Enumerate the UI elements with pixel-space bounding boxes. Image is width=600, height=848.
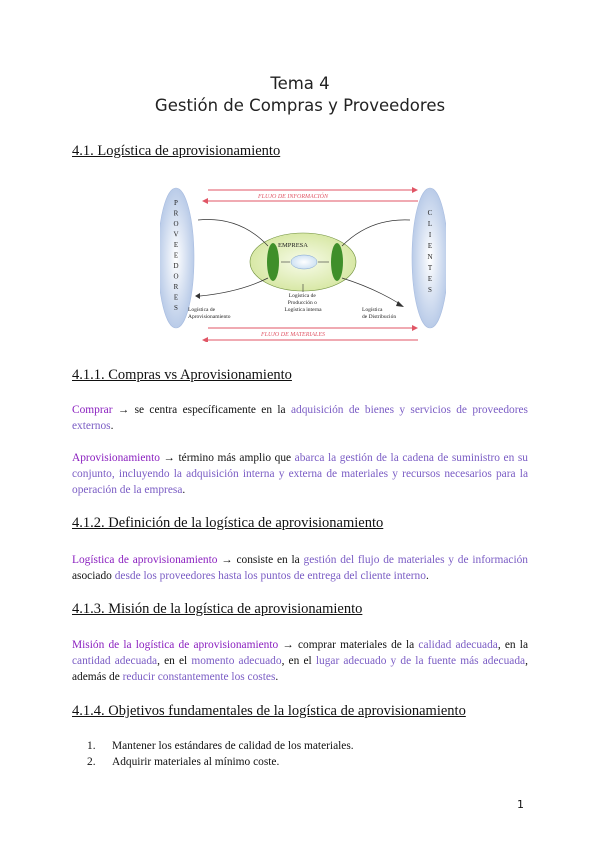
ellipse-letter: E [427, 242, 433, 250]
ellipse-letter: P [174, 199, 178, 207]
ellipse-letter: E [427, 275, 433, 283]
company-right-oval [331, 243, 343, 281]
term-aprovisionamiento: Aprovisionamiento [72, 452, 160, 464]
label-logistica-distribucion: Logística de Distribución [362, 307, 397, 320]
heading-4-1: 4.1. Logística de aprovisionamiento [72, 143, 281, 159]
ellipse-letter: E [173, 241, 179, 249]
ellipse-letter: S [428, 286, 432, 294]
objetivos-list [72, 738, 354, 770]
ellipse-letter: I [428, 231, 432, 239]
ellipse-letter: D [173, 262, 179, 270]
heading-4-1-2: 4.1.2. Definición de la logística de aprovisionamiento [72, 515, 384, 531]
label-logistica-produccion: Logística de Producción o Logística interna [284, 293, 322, 313]
supply-chain-diagram [160, 180, 446, 342]
ellipse-letter: S [174, 304, 178, 312]
page-subtitle: Gestión de Compras y Proveedores [154, 96, 446, 115]
heading-4-1-1: 4.1.1. Compras vs Aprovisionamiento [72, 367, 292, 383]
list-item: 2. Adquirir materiales al mínimo coste. [87, 756, 280, 768]
ellipse-letter: T [427, 264, 433, 272]
paragraph-mision: Misión de la logística de aprovisionamiento → comprar materiales de la calidad adecuada, en la cantidad adecuada, en el momento adecuado, en el lugar adecuado y de la fuente más adecuada, además de reducir constantemente los costes. [72, 639, 529, 683]
paragraph-comprar: Comprar → se centra específicamente en la adquisición de bienes y servicios de proveedores externos. [72, 404, 528, 432]
term-comprar: Comprar [72, 404, 113, 416]
paragraph-aprovisionamiento: Aprovisionamiento → término más amplio que abarca la gestión de la cadena de suministro en su conjunto, incluyendo la adquisición interna y externa de materiales y recursos necesarios para la operación de la empresa. [72, 452, 529, 496]
heading-4-1-4: 4.1.4. Objetivos fundamentales de la logística de aprovisionamiento [72, 703, 466, 719]
company-center-oval [291, 255, 317, 269]
heading-4-1-3: 4.1.3. Misión de la logística de aprovisionamiento [72, 601, 363, 617]
page-number: 1 [517, 798, 524, 811]
term-mision: Misión de la logística de aprovisionamiento [72, 639, 279, 651]
ellipse-letter: R [173, 283, 179, 291]
list-item: 1. Mantener los estándares de calidad de los materiales. [87, 740, 354, 752]
material-flow-label: FLUJO DE MATERIALES [260, 332, 326, 338]
paragraph-definicion: Logística de aprovisionamiento → consiste en la gestión del flujo de materiales y de información asociado desde los proveedores hasta los puntos de entrega del cliente interno. [72, 554, 528, 582]
ellipse-letter: O [173, 220, 179, 228]
ellipse-letter: C [427, 209, 433, 217]
ellipse-letter: V [173, 230, 179, 239]
ellipse-letter: E [173, 251, 179, 260]
page-title: Tema 4 [270, 74, 330, 93]
ellipse-letter: R [173, 209, 179, 218]
ellipse-letter: O [173, 272, 179, 281]
label-logistica-aprovisionamiento: Logística de Aprovisionamiento [188, 307, 231, 320]
ellipse-letter: E [173, 293, 179, 302]
info-flow-label: FLUJO DE INFORMACIÓN [258, 194, 328, 200]
ellipse-letter: L [427, 220, 433, 228]
ellipse-letter: N [427, 253, 433, 261]
company-label: EMPRESA [278, 242, 308, 249]
term-logistica: Logística de aprovisionamiento [72, 554, 218, 566]
